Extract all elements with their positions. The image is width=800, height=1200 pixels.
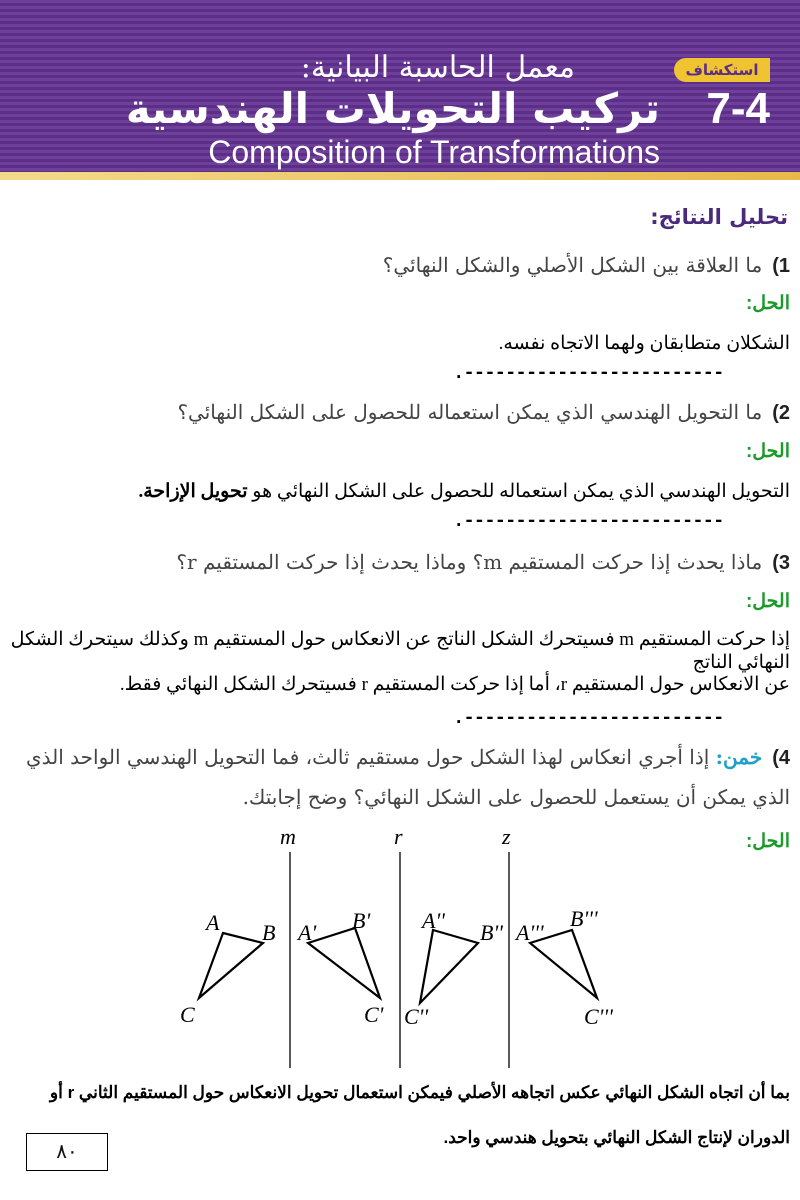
lab-subtitle: معمل الحاسبة البيانية: (300, 50, 575, 85)
vertex-label: C'' (404, 1004, 429, 1029)
vertex-label: A''' (516, 920, 544, 945)
vertex-label: B (262, 920, 276, 945)
question-number: 1) (772, 255, 790, 277)
question-4 (26, 745, 790, 770)
title-english: Composition of Transformations (208, 134, 660, 170)
solution-label: الحل: (745, 591, 790, 612)
answer-text: التحويل الهندسي الذي يمكن استعماله للحصول على الشكل النهائي هو (247, 481, 790, 502)
solution-label: الحل: (745, 831, 790, 852)
vertex-label: C' (364, 1002, 384, 1027)
page-number: ٨٠ (26, 1133, 108, 1171)
answer-2 (139, 480, 791, 503)
vertex-label: C''' (584, 1004, 613, 1029)
triangle-original (199, 933, 263, 998)
question-1 (383, 253, 790, 278)
answer-highlight: تحويل الإزاحة. (138, 481, 248, 502)
question-text: إذا أجري انعكاس لهذا الشكل حول مستقيم ثالث، فما التحويل الهندسي الواحد الذي (25, 745, 710, 769)
lesson-number: 7-4 (706, 84, 770, 133)
question-4-line-2: الذي يمكن أن يستعمل للحصول على الشكل النهائي؟ وضح إجابتك. (242, 785, 790, 809)
header-divider (0, 172, 800, 180)
answer-1: الشكلان متطابقان ولهما الاتجاه نفسه. (498, 333, 790, 354)
answer-3-line-1: إذا حركت المستقيم m فسيتحرك الشكل الناتج عن الانعكاس حول المستقيم m وكذلك سيتحرك الشكل النهائي الناتج (10, 629, 790, 673)
triangle-image-1 (308, 928, 380, 998)
vertex-label: C (180, 1002, 195, 1027)
guess-label: خمن: (715, 745, 763, 769)
line-m-label: m (280, 824, 296, 849)
vertex-label: B''' (570, 906, 598, 931)
reflection-figure (160, 820, 640, 1070)
line-z-label: z (502, 824, 511, 849)
line-r-label: r (394, 824, 403, 849)
question-number: 3) (772, 552, 790, 574)
question-2 (177, 400, 790, 425)
vertex-label: A' (298, 920, 317, 945)
title-arabic: تركيب التحويلات الهندسية (125, 84, 660, 133)
question-3 (176, 550, 790, 575)
separator: .------------------------- (453, 510, 724, 532)
section-title: تحليل النتائج: (650, 205, 788, 229)
question-number: 2) (772, 402, 790, 424)
answer-4-line-2: الدوران لإنتاج الشكل النهائي بتحويل هندسي واحد. (443, 1128, 790, 1147)
vertex-label: B' (352, 908, 371, 933)
triangle-image-2 (420, 930, 478, 1003)
question-text: ماذا يحدث إذا حركت المستقيم m؟ وماذا يحدث إذا حركت المستقيم r؟ (176, 550, 763, 574)
solution-label: الحل: (745, 293, 790, 314)
separator: .------------------------- (453, 707, 724, 729)
answer-4-line-1: بما أن اتجاه الشكل النهائي عكس اتجاهه الأصلي فيمكن استعمال تحويل الانعكاس حول المستقيم الثاني r أو (49, 1083, 790, 1102)
question-text: ما العلاقة بين الشكل الأصلي والشكل النهائي؟ (382, 253, 763, 277)
answer-3-line-2: عن الانعكاس حول المستقيم r، أما إذا حركت المستقيم r فسيتحرك الشكل النهائي فقط. (119, 674, 790, 695)
solution-label: الحل: (745, 441, 790, 462)
separator: .------------------------- (453, 362, 724, 384)
explore-badge: استكشاف (674, 58, 770, 82)
vertex-label: A'' (422, 908, 445, 933)
vertex-label: B'' (480, 920, 503, 945)
question-number: 4) (772, 747, 790, 769)
question-text: ما التحويل الهندسي الذي يمكن استعماله للحصول على الشكل النهائي؟ (177, 400, 763, 424)
vertex-label: A (206, 910, 220, 935)
